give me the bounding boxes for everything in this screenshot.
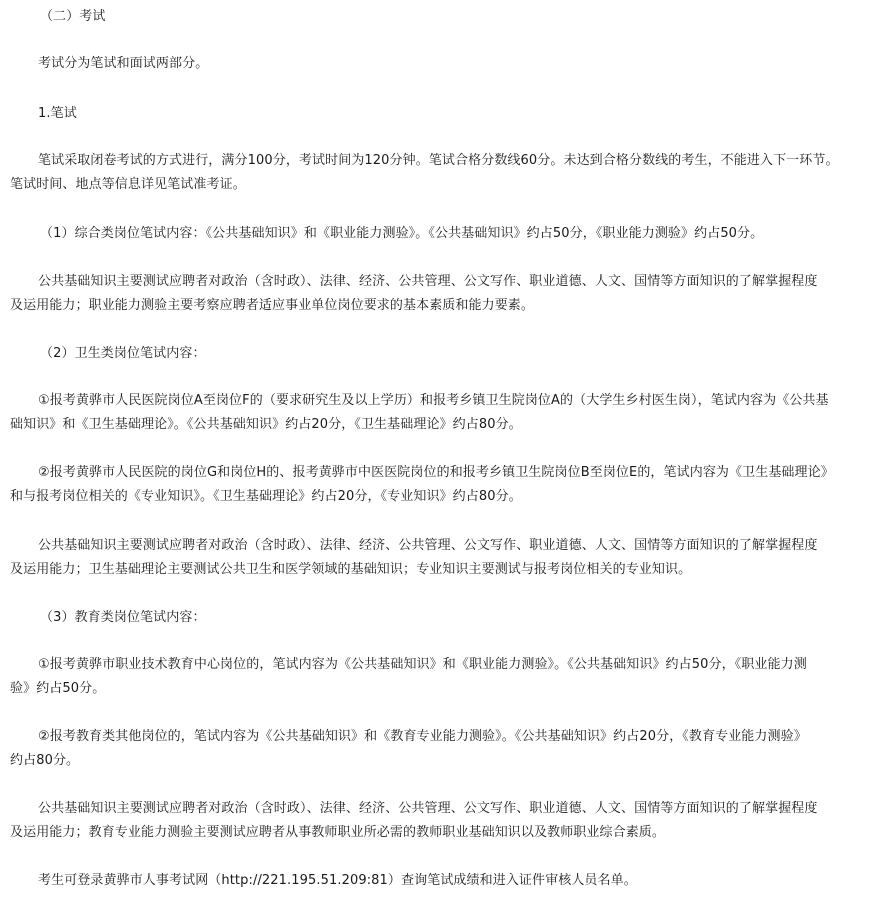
education-item-2-line-2: 约占80分。 [10,753,80,768]
education-item-1-line-2: 验》约占50分。 [10,681,106,696]
written-intro-line-1: 笔试采取闭卷考试的方式进行，满分100分，考试时间为120分钟。笔试合格分数线60分。未达到合格分数线的考生，不能进入下一环节。 [38,153,839,168]
section-heading: （二）考试 [40,9,106,24]
exam-intro: 考试分为笔试和面试两部分。 [38,56,209,71]
education-desc-line-1: 公共基础知识主要测试应聘者对政治（含时政）、法律、经济、公共管理、公文写作、职业道德、人文、国情等方面知识的了解掌握程度 [38,801,818,816]
general-desc-line-1: 公共基础知识主要测试应聘者对政治（含时政）、法律、经济、公共管理、公文写作、职业道德、人文、国情等方面知识的了解掌握程度 [38,274,818,289]
general-posts-heading: （1）综合类岗位笔试内容：《公共基础知识》和《职业能力测验》。《公共基础知识》约占50分，《职业能力测验》约占50分。 [40,226,764,241]
education-desc-line-2: 及运用能力；教育专业能力测验主要测试应聘者从事教师职业所必需的教师职业基础知识以及教师职业综合素质。 [10,825,666,840]
footer-note: 考生可登录黄骅市人事考试网（http://221.195.51.209:81）查询笔试成绩和进入证件审核人员名单。 [38,873,637,888]
education-item-1-line-1: ①报考黄骅市职业技术教育中心岗位的，笔试内容为《公共基础知识》和《职业能力测验》。《公共基础知识》约占50分，《职业能力测 [38,657,807,672]
health-item-2-line-1: ②报考黄骅市人民医院的岗位G和岗位H的、报考黄骅市中医医院岗位的和报考乡镇卫生院岗位B至岗位E的，笔试内容为《卫生基础理论》 [38,465,834,480]
general-desc-line-2: 及运用能力；职业能力测验主要考察应聘者适应事业单位岗位要求的基本素质和能力要素。 [10,298,535,313]
health-item-1-line-2: 础知识》和《卫生基础理论》。《公共基础知识》约占20分，《卫生基础理论》约占80分。 [10,417,522,432]
health-item-1-line-1: ①报考黄骅市人民医院岗位A至岗位F的（要求研究生及以上学历）和报考乡镇卫生院岗位A的（大学生乡村医生岗），笔试内容为《公共基 [38,393,829,408]
health-desc-line-2: 及运用能力；卫生基础理论主要测试公共卫生和医学领域的基础知识；专业知识主要测试与报考岗位相关的专业知识。 [10,562,692,577]
health-desc-line-1: 公共基础知识主要测试应聘者对政治（含时政）、法律、经济、公共管理、公文写作、职业道德、人文、国情等方面知识的了解掌握程度 [38,538,818,553]
education-posts-heading: （3）教育类岗位笔试内容： [40,610,206,625]
written-intro-line-2: 笔试时间、地点等信息详见笔试准考证。 [10,177,246,192]
education-item-2-line-1: ②报考教育类其他岗位的，笔试内容为《公共基础知识》和《教育专业能力测验》。《公共基础知识》约占20分，《教育专业能力测验》 [38,729,807,744]
written-exam-heading: 1.笔试 [38,106,77,121]
health-item-2-line-2: 和与报考岗位相关的《专业知识》。《卫生基础理论》约占20分，《专业知识》约占80分。 [10,489,522,504]
health-posts-heading: （2）卫生类岗位笔试内容： [40,346,206,361]
